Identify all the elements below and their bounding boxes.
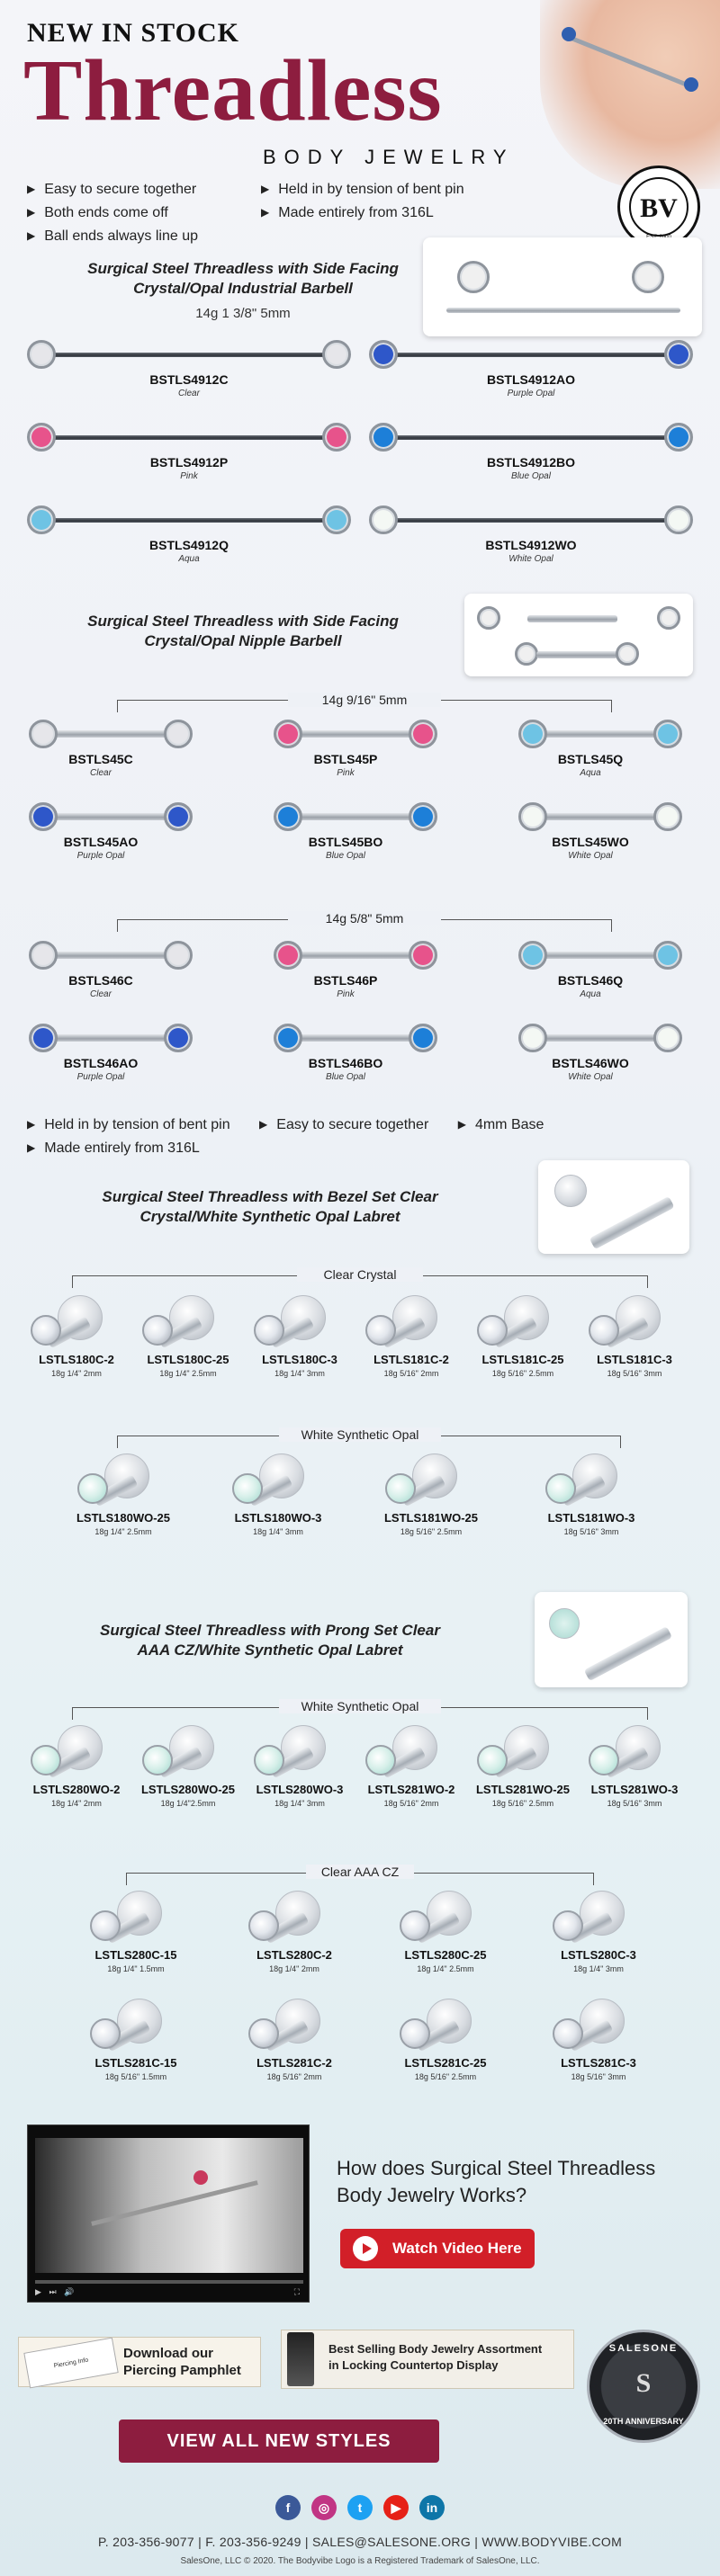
hero-ball <box>515 642 538 666</box>
feature-item: ▶ Held in by tension of bent pin <box>261 178 464 201</box>
countertop-display-promo[interactable] <box>281 2330 574 2389</box>
play-icon <box>353 2236 378 2261</box>
page-title: Threadless <box>23 42 443 139</box>
hero-labret-top <box>549 1608 580 1639</box>
gem-ball <box>322 340 351 369</box>
pamphlet-card: Piercing Info <box>23 2338 118 2389</box>
product-code[interactable]: BSTLS46BO <box>308 1056 383 1070</box>
product-code[interactable]: LSTLS280C-3 <box>561 1948 636 1962</box>
product-color: Clear <box>178 389 200 398</box>
gem-ball <box>409 1024 437 1052</box>
page-subtitle: BODY JEWELRY <box>263 146 515 168</box>
product-code[interactable]: BSTLS46AO <box>63 1056 139 1070</box>
nipple-hero-image <box>464 594 693 676</box>
product-code[interactable]: BSTLS46Q <box>557 973 624 988</box>
product-code[interactable]: LSTLS181C-3 <box>597 1353 672 1366</box>
product-code[interactable]: LSTLS281C-15 <box>94 2056 177 2070</box>
product-color: Clear <box>90 768 112 778</box>
facebook-icon[interactable]: f <box>275 2495 301 2520</box>
nipple-barbell-pin <box>292 1034 418 1042</box>
product-code[interactable]: LSTLS281WO-2 <box>367 1783 455 1796</box>
video-progress-bar[interactable] <box>35 2280 303 2284</box>
video-thumbnail[interactable] <box>27 2124 310 2303</box>
industrial-barbell-pin <box>387 518 675 523</box>
hero-pin <box>527 615 617 622</box>
prong-gem-top <box>589 1745 619 1775</box>
hero-ball <box>457 261 490 293</box>
watch-video-label: Watch Video Here <box>392 2240 522 2257</box>
display-line: Best Selling Body Jewelry Assortment <box>328 2342 543 2356</box>
nipple-barbell-pin <box>292 730 418 738</box>
bezel-gem-top <box>545 1473 576 1504</box>
pamphlet-line: Piercing Pamphlet <box>123 2363 241 2378</box>
youtube-icon[interactable]: ▶ <box>383 2495 409 2520</box>
gem-ball <box>518 941 547 970</box>
gem-ball <box>274 720 302 748</box>
gem-ball <box>664 340 693 369</box>
nipple-barbell-pin <box>47 1034 173 1042</box>
seal-bottom-text: 20TH ANNIVERSARY <box>603 2417 684 2426</box>
question-line: How does Surgical Steel Threadless <box>337 2157 656 2179</box>
instagram-icon[interactable]: ◎ <box>311 2495 337 2520</box>
prong-gem-top <box>477 1745 508 1775</box>
feature-item: ▶ Easy to secure together <box>27 178 198 201</box>
product-size: 18g 1/4" 2.5mm <box>94 1527 152 1536</box>
bezel-gem-top <box>589 1315 619 1346</box>
product-color: Blue Opal <box>326 851 365 861</box>
product-size: 18g 1/4" 2mm <box>269 1964 320 1973</box>
product-size: 18g 5/16" 3mm <box>607 1799 662 1808</box>
feature-item: ▶ Ball ends always line up <box>27 225 198 248</box>
nipple-barbell-pin <box>47 813 173 820</box>
product-size: 18g 5/16" 2.5mm <box>400 1527 463 1536</box>
prong-gem-top <box>90 1910 121 1941</box>
product-code[interactable]: BSTLS45AO <box>63 835 139 849</box>
product-color: White Opal <box>568 1072 613 1082</box>
nipple-feature-list <box>27 1114 544 1160</box>
title-line: Surgical Steel Threadless with Bezel Set Clear <box>102 1188 438 1205</box>
product-color: White Opal <box>508 554 554 564</box>
gem-ball <box>409 802 437 831</box>
prong-gem-top <box>254 1745 284 1775</box>
prong-title <box>81 1621 459 1660</box>
product-color: Pink <box>337 768 355 778</box>
gem-ball <box>164 1024 193 1052</box>
gem-ball <box>27 340 56 369</box>
product-size: 18g 1/4" 3mm <box>253 1527 303 1536</box>
video-question <box>337 2155 655 2209</box>
product-color: Blue Opal <box>326 1072 365 1082</box>
feature-item: ▶ Made entirely from 316L <box>261 201 464 225</box>
gem-ball <box>518 1024 547 1052</box>
title-line: Surgical Steel Threadless with Prong Set Clear <box>100 1622 440 1639</box>
hero-ball <box>632 261 664 293</box>
video-fullscreen-icon[interactable]: ⛶ <box>293 2287 300 2296</box>
hero-labret-top <box>554 1175 587 1207</box>
bezel-title <box>81 1187 459 1227</box>
hero-pin <box>536 651 617 658</box>
ear-barbell-ball <box>562 27 576 41</box>
pamphlet-line: Download our <box>123 2346 213 2361</box>
header <box>0 0 720 270</box>
video-next-icon[interactable]: ⏭ <box>49 2287 57 2296</box>
product-code[interactable]: BSTLS45BO <box>308 835 383 849</box>
nipple-barbell-pin <box>536 813 662 820</box>
group-label: White Synthetic Opal <box>279 1699 441 1713</box>
product-size: 18g 1/4"2.5mm <box>160 1799 216 1808</box>
product-code[interactable]: LSTLS281WO-25 <box>475 1783 571 1796</box>
seal-top-text: SALESONE <box>608 2343 679 2354</box>
nipple-barbell-pin <box>536 952 662 959</box>
product-code[interactable]: BSTLS4912C <box>149 372 229 387</box>
title-line: Surgical Steel Threadless with Side Facing <box>87 613 399 630</box>
size-label: 14g 5/8" 5mm <box>288 911 441 926</box>
kicker: NEW IN STOCK <box>27 18 239 48</box>
video-gem <box>194 2170 208 2185</box>
hero-pin <box>446 308 680 313</box>
product-code[interactable]: LSTLS281C-2 <box>256 2056 332 2070</box>
nipple-barbell-pin <box>536 1034 662 1042</box>
prong-gem-top <box>365 1745 396 1775</box>
video-barbell <box>91 2180 258 2226</box>
bezel-gem-top <box>31 1315 61 1346</box>
gem-ball <box>164 720 193 748</box>
product-size: 18g 1/4" 3mm <box>274 1799 325 1808</box>
display-line: in Locking Countertop Display <box>328 2358 499 2372</box>
size-label: 14g 9/16" 5mm <box>288 693 441 707</box>
product-size: 18g 1/4" 2.5mm <box>417 1964 474 1973</box>
product-color: Aqua <box>178 554 200 564</box>
feature-item: ▶ Both ends come off <box>27 201 198 225</box>
bezel-gem-top <box>232 1473 263 1504</box>
feature-item: ▶ 4mm Base <box>458 1114 544 1137</box>
gem-ball <box>409 941 437 970</box>
display-label <box>328 2341 542 2374</box>
product-code[interactable]: LSTLS180C-2 <box>39 1353 114 1366</box>
gem-ball <box>653 720 682 748</box>
product-code[interactable]: BSTLS45WO <box>552 835 629 849</box>
product-color: Clear <box>90 989 112 999</box>
product-code[interactable]: LSTLS280C-25 <box>404 1948 487 1962</box>
product-color: Blue Opal <box>511 471 551 481</box>
gem-ball <box>27 505 56 534</box>
feature-item: ▶ Made entirely from 316L <box>27 1137 544 1160</box>
nipple-barbell-pin <box>292 952 418 959</box>
feature-list-left <box>27 178 198 248</box>
product-code[interactable]: LSTLS181WO-3 <box>547 1511 635 1525</box>
product-code[interactable]: LSTLS180WO-25 <box>76 1511 171 1525</box>
gem-ball <box>653 1024 682 1052</box>
product-size: 18g 1/4" 3mm <box>573 1964 624 1973</box>
prong-gem-top <box>31 1745 61 1775</box>
product-code[interactable]: BSTLS4912BO <box>486 455 576 470</box>
product-code[interactable]: LSTLS280WO-2 <box>32 1783 121 1796</box>
product-size: 18g 1/4" 1.5mm <box>107 1964 165 1973</box>
product-code[interactable]: LSTLS281WO-3 <box>590 1783 679 1796</box>
video-frame <box>35 2138 303 2273</box>
nipple-barbell-pin <box>47 952 173 959</box>
gem-ball <box>274 802 302 831</box>
product-size: 18g 5/16" 2.5mm <box>414 2072 477 2081</box>
pamphlet-label <box>123 2345 241 2379</box>
product-code[interactable]: BSTLS45Q <box>557 752 624 766</box>
twitter-icon[interactable]: t <box>347 2495 373 2520</box>
product-color: Purple Opal <box>76 851 125 861</box>
product-code[interactable]: BSTLS4912AO <box>486 372 576 387</box>
video-controls[interactable] <box>35 2287 303 2298</box>
gem-ball <box>274 1024 302 1052</box>
title-line: Surgical Steel Threadless with Side Facing <box>87 260 399 277</box>
video-play-icon[interactable]: ▶ <box>35 2287 41 2296</box>
linkedin-icon[interactable]: in <box>419 2495 445 2520</box>
gem-ball <box>409 720 437 748</box>
product-code[interactable]: LSTLS181WO-25 <box>383 1511 479 1525</box>
product-code[interactable]: BSTLS46C <box>68 973 133 988</box>
hero-labret-post <box>584 1626 672 1681</box>
product-size: 18g 5/16" 2mm <box>266 2072 322 2081</box>
pamphlet-download[interactable] <box>18 2337 261 2387</box>
product-code[interactable]: BSTLS46WO <box>552 1056 629 1070</box>
product-code[interactable]: LSTLS280C-15 <box>94 1948 177 1962</box>
prong-gem-top <box>400 1910 430 1941</box>
seal-monogram: S <box>635 2368 652 2398</box>
gem-ball <box>29 802 58 831</box>
gem-ball <box>664 505 693 534</box>
gem-ball <box>164 802 193 831</box>
gem-ball <box>322 423 351 452</box>
prong-hero-image <box>535 1592 688 1687</box>
industrial-hero-image <box>423 237 702 336</box>
title-line: Crystal/White Synthetic Opal Labret <box>140 1208 400 1225</box>
watch-video-button[interactable] <box>340 2229 535 2268</box>
bezel-gem-top <box>385 1473 416 1504</box>
nipple-title <box>63 612 423 651</box>
gem-ball <box>653 802 682 831</box>
industrial-size: 14g 1 3/8" 5mm <box>195 306 291 321</box>
product-size: 18g 1/4" 2.5mm <box>159 1369 217 1378</box>
video-volume-icon[interactable]: 🔊 <box>64 2287 75 2296</box>
gem-ball <box>164 941 193 970</box>
title-line: AAA CZ/White Synthetic Opal Labret <box>137 1641 403 1659</box>
industrial-barbell-pin <box>387 435 675 440</box>
gem-ball <box>369 340 398 369</box>
hero-labret-post <box>590 1196 675 1249</box>
feature-item: ▶ Held in by tension of bent pin <box>27 1114 230 1137</box>
product-size: 18g 1/4" 2mm <box>51 1799 102 1808</box>
feature-item: ▶ Easy to secure together <box>259 1114 428 1137</box>
bezel-gem-top <box>254 1315 284 1346</box>
product-code[interactable]: LSTLS281C-3 <box>561 2056 636 2070</box>
gem-ball <box>518 720 547 748</box>
product-code[interactable]: BSTLS4912Q <box>149 538 229 552</box>
prong-gem-top <box>553 1910 583 1941</box>
product-code[interactable]: BSTLS45C <box>68 752 133 766</box>
question-line: Body Jewelry Works? <box>337 2184 527 2206</box>
product-code[interactable]: LSTLS180C-3 <box>262 1353 338 1366</box>
gem-ball <box>653 941 682 970</box>
feature-list-right <box>261 178 464 225</box>
bezel-gem-top <box>142 1315 173 1346</box>
product-color: Aqua <box>580 989 601 999</box>
product-code[interactable]: BSTLS4912WO <box>485 538 577 552</box>
group-label: Clear AAA CZ <box>306 1865 414 1879</box>
title-line: Crystal/Opal Nipple Barbell <box>144 632 342 649</box>
product-code[interactable]: BSTLS46P <box>313 973 378 988</box>
prong-gem-top <box>553 2018 583 2049</box>
prong-gem-top <box>400 2018 430 2049</box>
bezel-gem-top <box>477 1315 508 1346</box>
product-code[interactable]: LSTLS280C-2 <box>256 1948 332 1962</box>
product-code[interactable]: LSTLS280WO-25 <box>140 1783 236 1796</box>
industrial-title <box>54 259 432 299</box>
anniversary-seal <box>587 2330 700 2443</box>
product-code[interactable]: LSTLS180WO-3 <box>234 1511 322 1525</box>
gem-ball <box>369 423 398 452</box>
product-size: 18g 1/4" 3mm <box>274 1369 325 1378</box>
prong-gem-top <box>248 1910 279 1941</box>
display-case-image <box>287 2332 314 2386</box>
product-color: Pink <box>180 471 198 481</box>
product-size: 18g 5/16" 3mm <box>571 2072 626 2081</box>
industrial-barbell-pin <box>45 353 333 357</box>
nipple-barbell-pin <box>536 730 662 738</box>
product-code[interactable]: LSTLS180C-25 <box>147 1353 230 1366</box>
product-size: 18g 5/16" 2.5mm <box>491 1369 554 1378</box>
industrial-barbell-pin <box>387 353 675 357</box>
hero-ball <box>657 606 680 630</box>
ear-barbell-ball <box>684 77 698 92</box>
prong-gem-top <box>142 1745 173 1775</box>
group-label: White Synthetic Opal <box>279 1427 441 1442</box>
bezel-gem-top <box>365 1315 396 1346</box>
product-size: 18g 5/16" 1.5mm <box>104 2072 167 2081</box>
product-color: Aqua <box>580 768 601 778</box>
group-label: Clear Crystal <box>297 1267 423 1282</box>
product-color: Purple Opal <box>76 1072 125 1082</box>
hero-ball <box>616 642 639 666</box>
product-code[interactable]: LSTLS181C-2 <box>374 1353 449 1366</box>
nipple-barbell-pin <box>292 813 418 820</box>
gem-ball <box>518 802 547 831</box>
industrial-barbell-pin <box>45 518 333 523</box>
gem-ball <box>369 505 398 534</box>
gem-ball <box>29 720 58 748</box>
gem-ball <box>274 941 302 970</box>
product-code[interactable]: BSTLS4912P <box>149 455 229 470</box>
bezel-hero-image <box>538 1160 689 1254</box>
product-color: Purple Opal <box>507 389 555 398</box>
gem-ball <box>322 505 351 534</box>
hero-ball <box>477 606 500 630</box>
view-all-styles-button[interactable]: VIEW ALL NEW STYLES <box>119 2419 439 2463</box>
product-size: 18g 5/16" 2.5mm <box>491 1799 554 1808</box>
gem-ball <box>27 423 56 452</box>
product-size: 18g 5/16" 2mm <box>383 1799 439 1808</box>
bezel-gem-top <box>77 1473 108 1504</box>
product-code[interactable]: LSTLS280WO-3 <box>256 1783 344 1796</box>
title-line: Crystal/Opal Industrial Barbell <box>133 280 353 297</box>
industrial-barbell-pin <box>45 435 333 440</box>
prong-gem-top <box>90 2018 121 2049</box>
prong-gem-top <box>248 2018 279 2049</box>
product-color: Pink <box>337 989 355 999</box>
product-color: White Opal <box>568 851 613 861</box>
product-code[interactable]: LSTLS181C-25 <box>482 1353 564 1366</box>
product-size: 18g 5/16" 3mm <box>563 1527 619 1536</box>
product-size: 18g 5/16" 3mm <box>607 1369 662 1378</box>
bodyvibe-logo[interactable] <box>617 165 700 248</box>
product-size: 18g 1/4" 2mm <box>51 1369 102 1378</box>
gem-ball <box>664 423 693 452</box>
product-code[interactable]: LSTLS281C-25 <box>404 2056 487 2070</box>
legal-text: SalesOne, LLC © 2020. The Bodyvibe Logo is a Registered Trademark of SalesOne, LLC. <box>180 2556 540 2566</box>
contact-info[interactable]: P. 203-356-9077 | F. 203-356-9249 | SALES@SALESONE.ORG | WWW.BODYVIBE.COM <box>97 2535 623 2549</box>
gem-ball <box>29 941 58 970</box>
product-size: 18g 5/16" 2mm <box>383 1369 439 1378</box>
nipple-barbell-pin <box>47 730 173 738</box>
product-code[interactable]: BSTLS45P <box>313 752 378 766</box>
gem-ball <box>29 1024 58 1052</box>
logo-monogram: BV <box>629 177 688 237</box>
